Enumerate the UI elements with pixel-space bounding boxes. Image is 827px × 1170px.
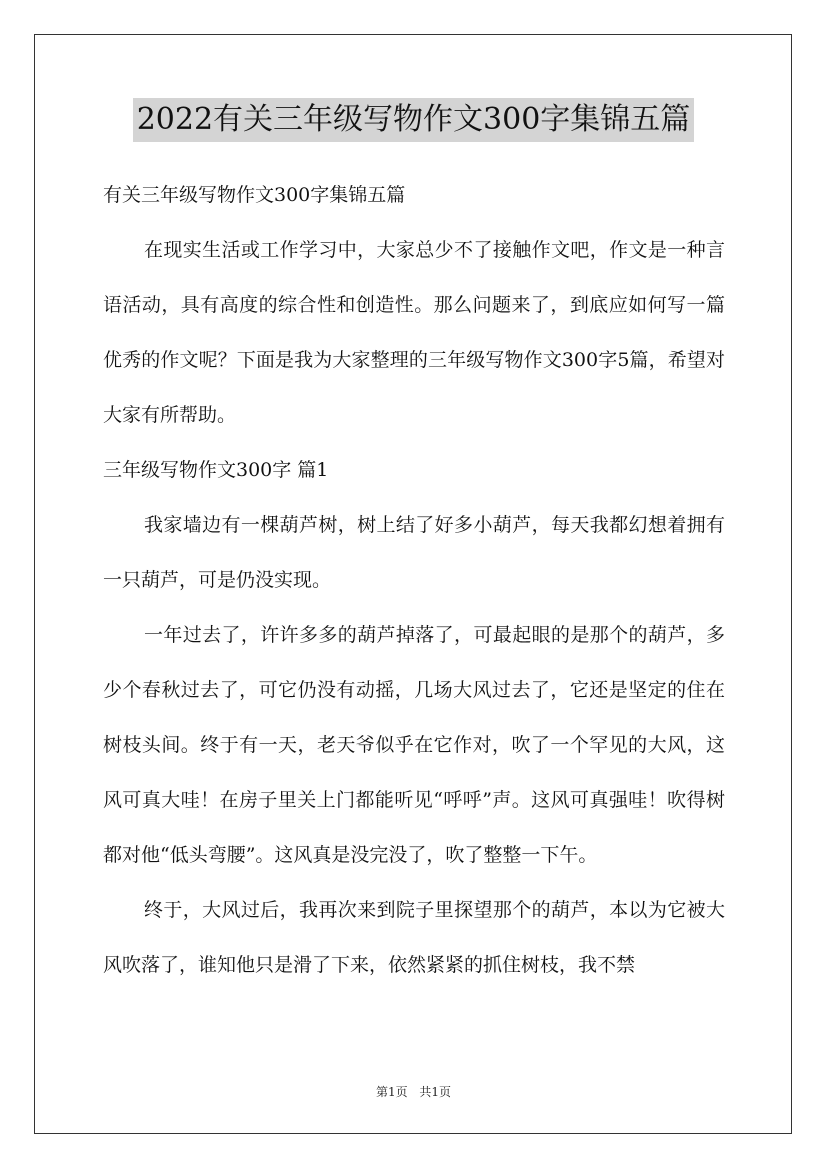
page-footer xyxy=(0,1083,827,1100)
document-title: 2022有关三年级写物作文300字集锦五篇 xyxy=(133,98,695,142)
paragraph: 在现实生活或工作学习中，大家总少不了接触作文吧，作文是一种言语活动，具有高度的综合性和创造性。那么问题来了，到底应如何写一篇优秀的作文呢？下面是我为大家整理的三年级写物作文300字5篇，希望对大家有所帮助。 xyxy=(103,239,725,426)
document-body xyxy=(103,168,725,993)
paragraph: 有关三年级写物作文300字集锦五篇 xyxy=(103,184,406,206)
page-total: 共1页 xyxy=(419,1085,452,1099)
paragraph: 终于，大风过后，我再次来到院子里探望那个的葫芦，本以为它被大风吹落了，谁知他只是滑了下来，依然紧紧的抓住树枝，我不禁 xyxy=(103,899,725,976)
paragraph: 三年级写物作文300字 篇1 xyxy=(103,459,329,481)
page-number: 第1页 xyxy=(375,1085,408,1099)
paragraph: 我家墙边有一棵葫芦树，树上结了好多小葫芦，每天我都幻想着拥有一只葫芦，可是仍没实现。 xyxy=(103,514,725,591)
paragraph: 一年过去了，许许多多的葫芦掉落了，可最起眼的是那个的葫芦，多少个春秋过去了，可它仍没有动摇，几场大风过去了，它还是坚定的住在树枝头间。终于有一天，老天爷似乎在它作对，吹了一个罕见的大风，这风可真大哇！在房子里关上门都能听见“呼呼”声。这风可真强哇！吹得树都对他“低头弯腰”。这风真是没完没了，吹了整整一下午。 xyxy=(103,624,725,866)
title-container xyxy=(0,98,827,142)
